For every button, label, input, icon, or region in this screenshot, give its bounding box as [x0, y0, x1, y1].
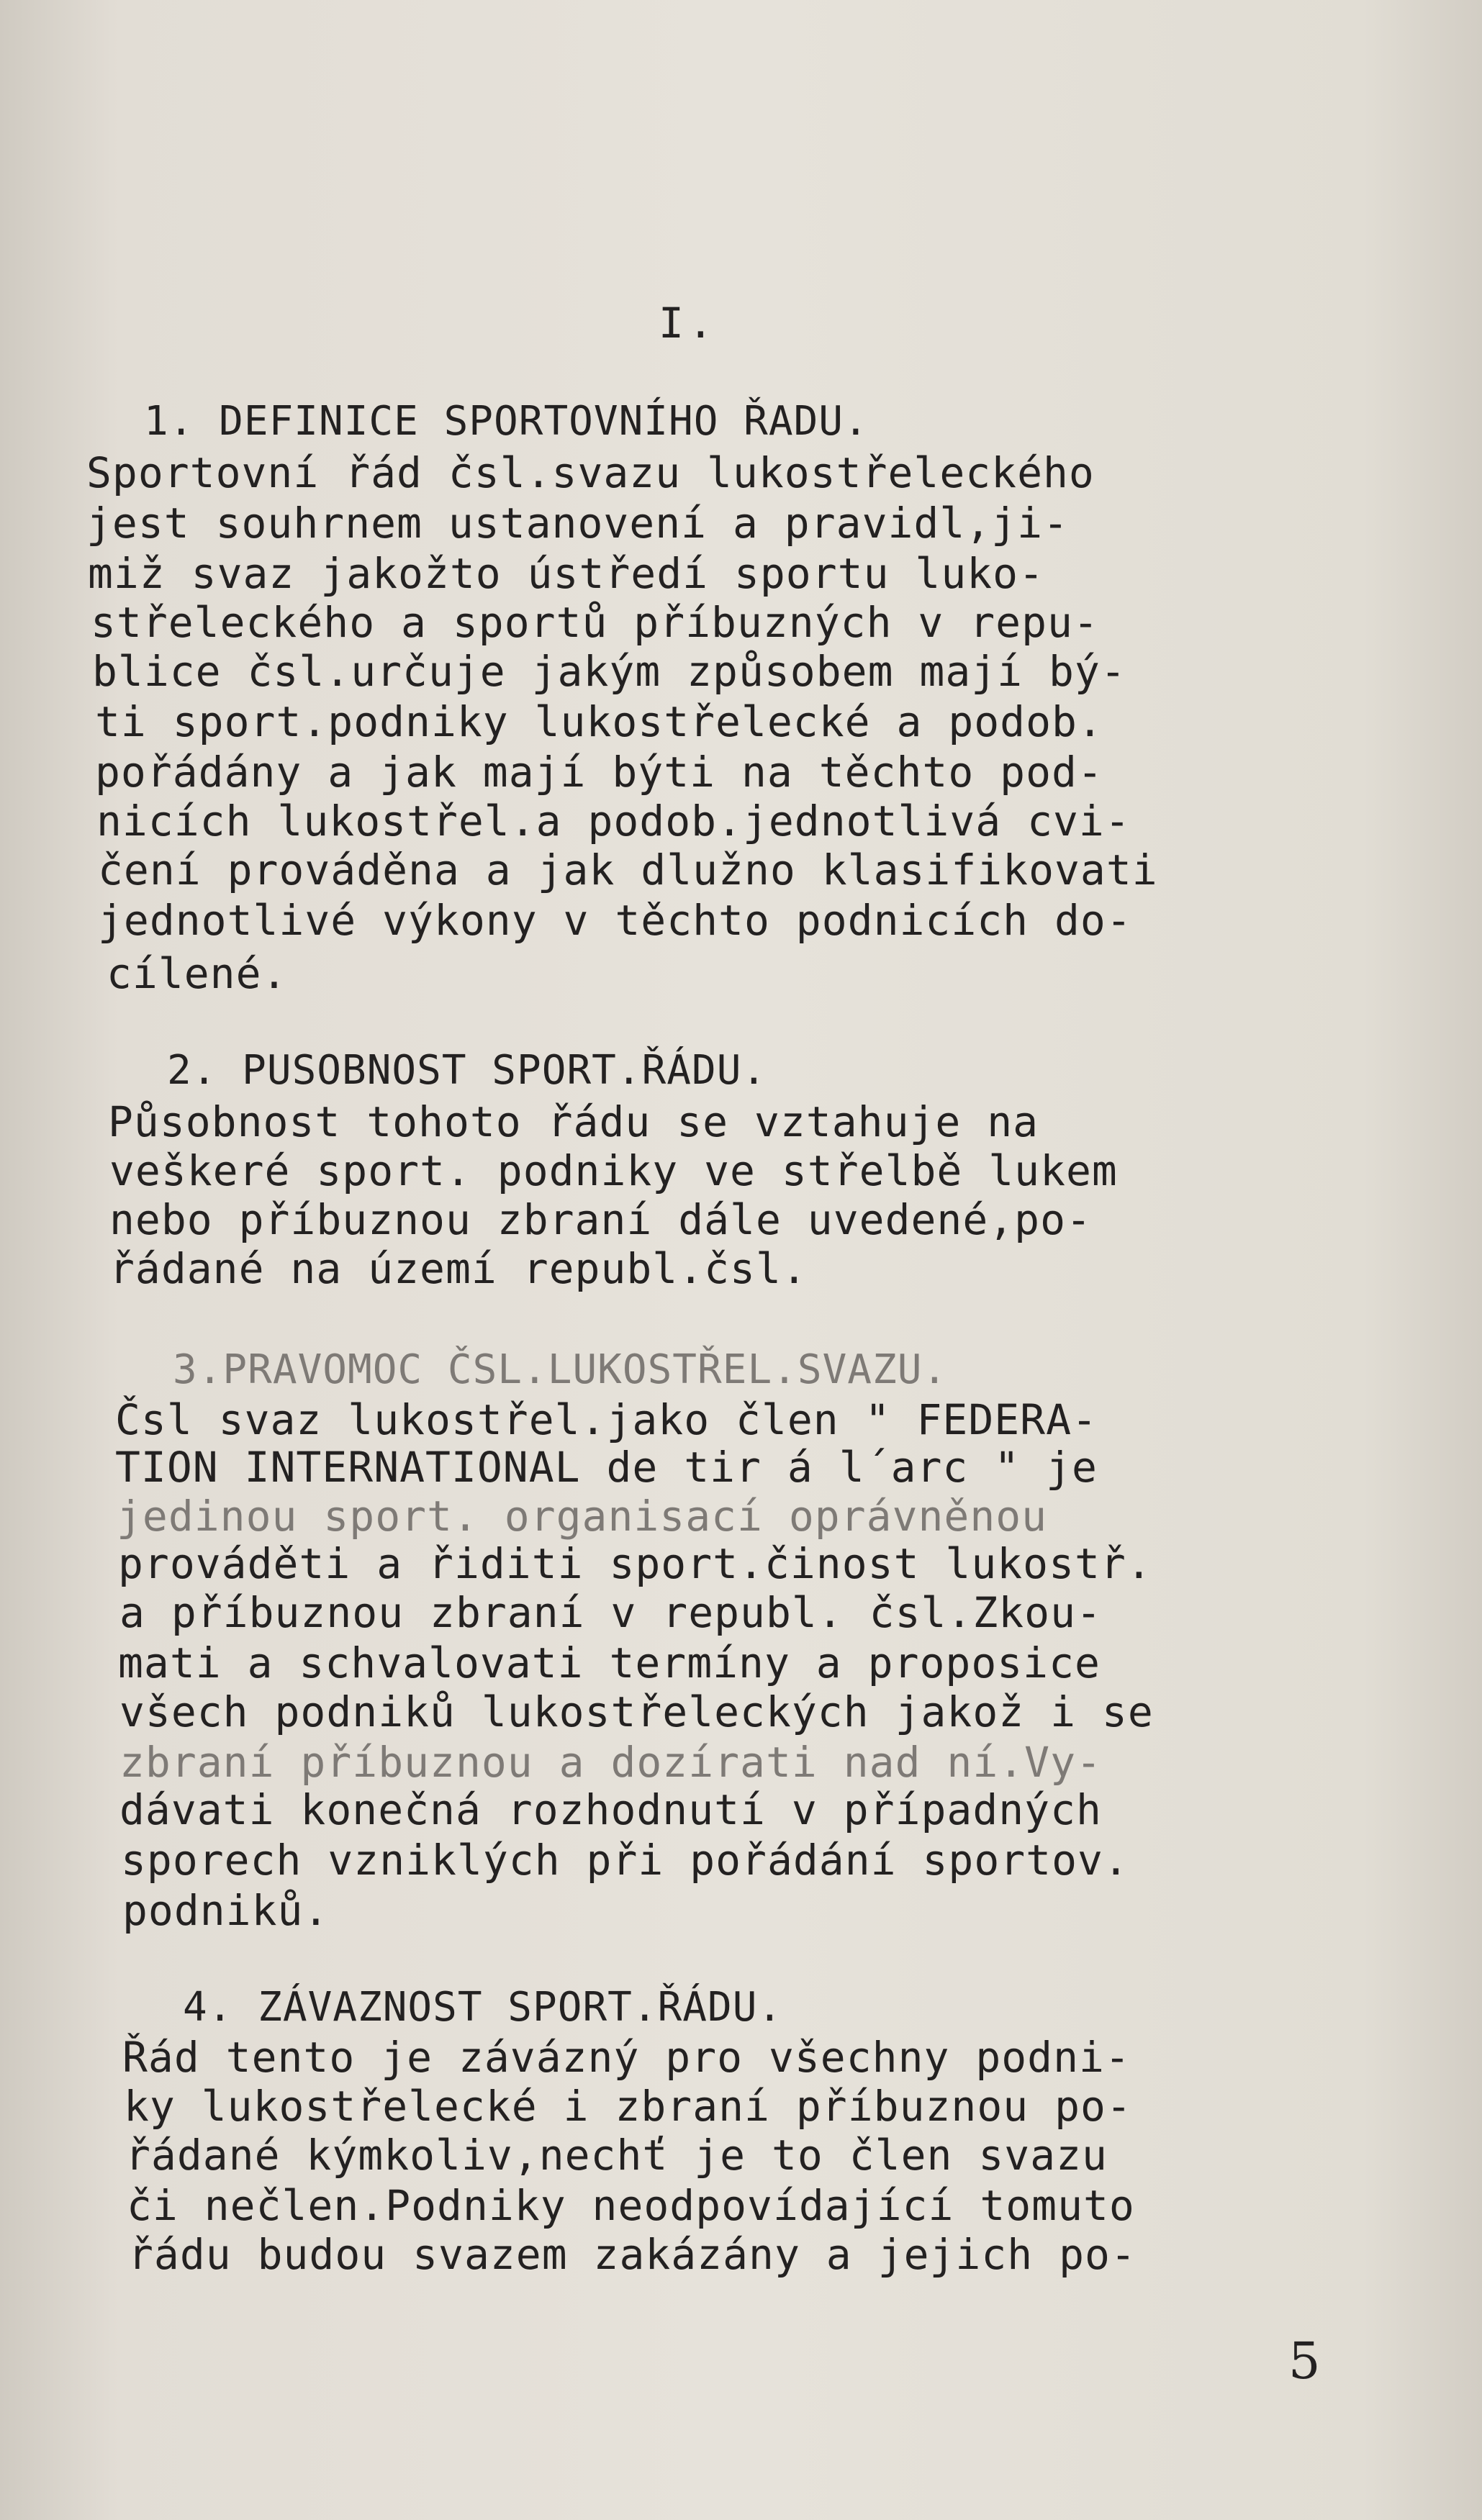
section-1-line: cílené.: [107, 949, 288, 998]
section-1-line: jednotlivé výkony v těchto podnicích do-: [98, 896, 1132, 945]
section-1-line: blice čsl.určuje jakým způsobem mají bý-: [92, 647, 1126, 696]
section-3-line: prováděti a řiditi sport.činost lukostř.: [118, 1539, 1152, 1588]
section-3-line: mati a schvalovati termíny a proposice: [118, 1639, 1101, 1687]
section-2-line: řádané na území republ.čsl.: [109, 1244, 808, 1293]
section-2-line: veškeré sport. podniky ve střelbě lukem: [109, 1146, 1118, 1195]
chapter-numeral: I.: [659, 299, 718, 348]
section-1-line: ti sport.podniky lukostřelecké a podob.: [95, 697, 1103, 746]
section-3-line: Čsl svaz lukostřel.jako člen " FEDERA-: [115, 1395, 1098, 1444]
section-1-line: miž svaz jakožto ústředí sportu luko-: [88, 549, 1045, 598]
section-1-line: čení prováděna a jak dlužno klasifikovati: [98, 846, 1158, 894]
section-3-line: dávati konečná rozhodnutí v případných: [119, 1785, 1102, 1834]
section-1-line: jest souhrnem ustanovení a pravidl,ji-: [86, 499, 1069, 548]
section-3-heading: 3.PRAVOMOC ČSL.LUKOSTŘEL.SVAZU.: [173, 1346, 948, 1393]
section-3-line: zbraní příbuznou a dozírati nad ní.Vy-: [119, 1738, 1102, 1787]
section-1-heading: 1. DEFINICE SPORTOVNÍHO ŘADU.: [144, 398, 869, 445]
section-1-line: Sportovní řád čsl.svazu lukostřeleckého: [86, 448, 1095, 497]
section-2-line: nebo příbuznou zbraní dále uvedené,po-: [109, 1195, 1092, 1244]
section-1-line: střeleckého a sportů příbuzných v repu-: [91, 598, 1099, 647]
section-3-line: podniků.: [122, 1886, 330, 1935]
section-3-line: a příbuznou zbraní v republ. čsl.Zkou-: [119, 1588, 1102, 1637]
section-4-line: Řád tento je závázný pro všechny podni-: [122, 2033, 1131, 2082]
section-2-line: Působnost tohoto řádu se vztahuje na: [108, 1097, 1039, 1146]
section-4-line: či nečlen.Podniky neodpovídající tomuto: [127, 2181, 1135, 2230]
section-3-line: sporech vzniklých při pořádání sportov.: [121, 1836, 1129, 1885]
section-4-heading: 4. ZÁVAZNOST SPORT.ŘÁDU.: [183, 1984, 783, 2031]
page-number: 5: [1288, 2331, 1321, 2390]
section-4-line: řádu budou svazem zakázány a jejich po-: [128, 2230, 1137, 2279]
section-4-line: řádané kýmkoliv,nechť je to člen svazu: [125, 2131, 1108, 2180]
section-3-line: jedinou sport. organisací oprávněnou: [117, 1492, 1048, 1541]
section-1-line: nicích lukostřel.a podob.jednotlivá cvi-: [96, 797, 1131, 846]
section-2-heading: 2. PUSOBNOST SPORT.ŘÁDU.: [167, 1047, 767, 1094]
section-1-line: pořádány a jak mají býti na těchto pod-: [95, 748, 1103, 797]
section-3-line: všech podniků lukostřeleckých jakož i se: [119, 1687, 1154, 1736]
section-3-line: TION INTERNATIONAL de tir á l´arc " je: [115, 1443, 1098, 1492]
section-4-line: ky lukostřelecké i zbraní příbuznou po-: [124, 2082, 1132, 2131]
